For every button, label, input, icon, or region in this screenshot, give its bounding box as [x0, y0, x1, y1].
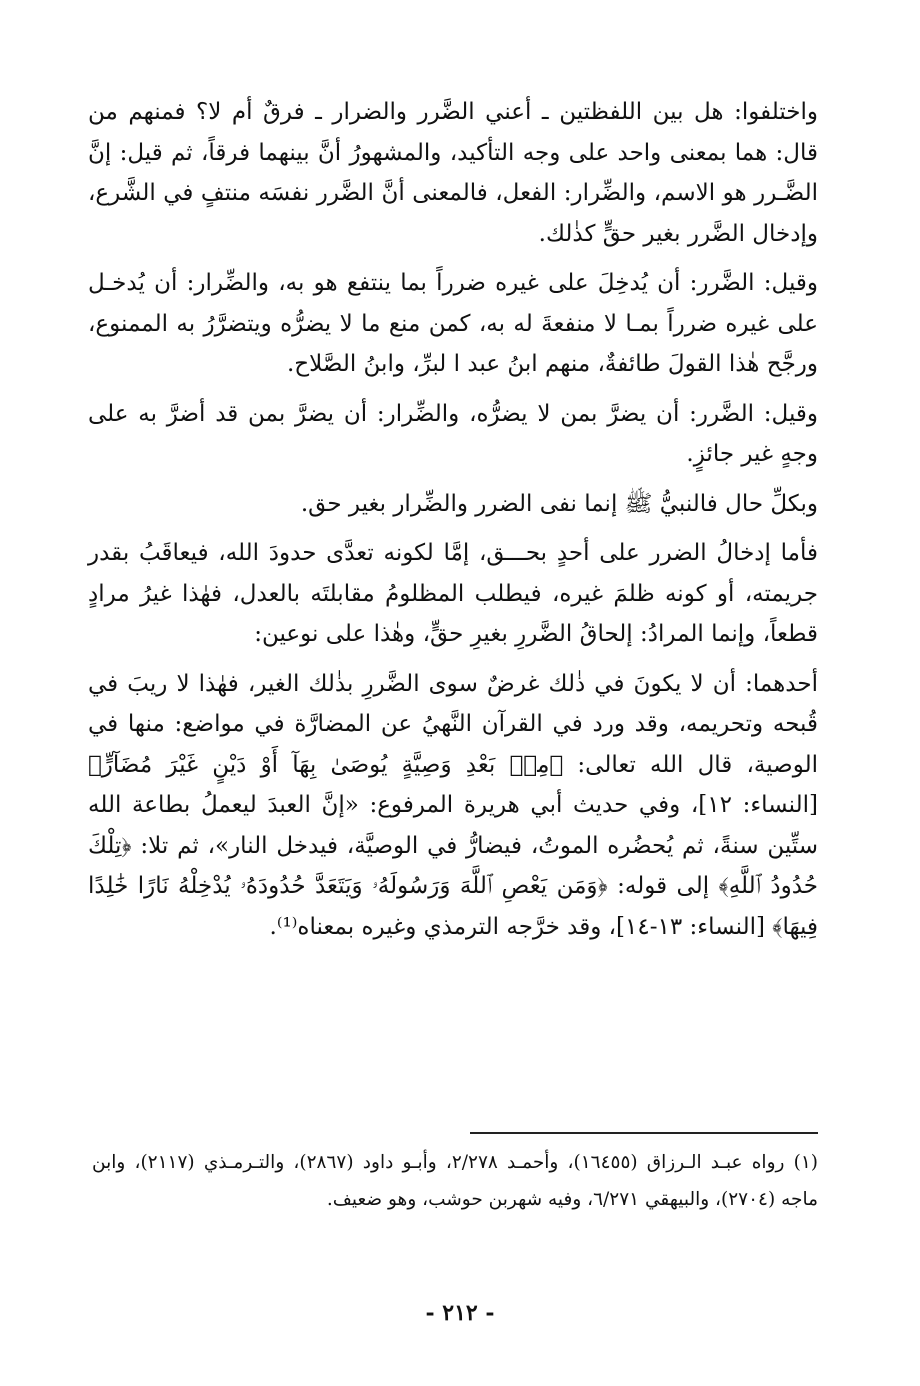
main-text — [88, 92, 818, 947]
footnote: (١) رواه عبـد الـرزاق (١٦٤٥٥)، وأحمـد ٢/٢٧٨، وأبـو داود (٢٨٦٧)، والتـرمـذي (٢١١٧)، وابن ماجه (٢٧٠٤)، والبيهقي ٦/٢٧١، وفيه شهربن حوشب، وهو ضعيف. — [92, 1152, 818, 1210]
footnote-divider — [470, 1132, 818, 1134]
paragraph-difference: واختلفوا: هل بين اللفظتين ـ أعني الضَّرر والضرار ـ فرقٌ أم لا؟ فمنهم من قال: هما بمعنى واحد على وجه التأكيد، والمشهورُ أنَّ بينهما فرقاً، ثم قيل: إنَّ الضَّـرر هو الاسم، والضِّرار: الفعل، فالمعنى أنَّ الضَّرر نفسَه منتفٍ في الشَّرع، وإدخال الضَّرر بغير حقٍّ كذٰلك. — [88, 99, 819, 247]
paragraph-second-opinion: وقيل: الضَّرر: أن يضرَّ بمن لا يضرُّه، والضِّرار: أن يضرَّ بمن قد أضرَّ به على وجهٍ غير جائزٍ. — [88, 400, 818, 467]
paragraph-prophet: وبكلِّ حال فالنبيُّ ﷺ إنما نفى الضرر والضِّرار بغير حق. — [300, 490, 818, 517]
paragraph-first-opinion: وقيل: الضَّرر: أن يُدخِلَ على غيره ضرراً بما ينتفع هو به، والضِّرار: أن يُدخـل على غيره ضرراً بمـا لا منفعةَ له به، كمن منع ما لا يضرُّه ويتضرَّرُ به الممنوع، ورجَّح هٰذا القولَ طائفةٌ، منهم ابنُ عبد ا لبرِّ، وابنُ الصَّلاح. — [88, 270, 818, 377]
paragraph-first-type: أحدهما: أن لا يكونَ في ذٰلك غرضٌ سوى الضَّررِ بذٰلك الغير، فهٰذا لا ريبَ في قُبحه وتحريمه، وقد ورد في القرآن النَّهيُ عن المضارَّة في مواضع: منها في الوصية، قال الله تعالى: ﴿مِنۢ بَعْدِ وَصِيَّةٍ يُوصَىٰ بِهَآ أَوْ دَيْنٍ غَيْرَ مُضَآرٍّ﴾ [النساء: ١٢]، وفي حديث أبي هريرة المرفوع: «إنَّ العبدَ ليعملُ بطاعة الله ستِّين سنةً، ثم يُحضُره الموتُ، فيضارُّ في الوصيَّة، فيدخل النار»، ثم تلا: ﴿تِلْكَ حُدُودُ ٱللَّهِ﴾ إلى قوله: ﴿وَمَن يَعْصِ ٱللَّهَ وَرَسُولَهُۥ وَيَتَعَدَّ حُدُودَهُۥ يُدْخِلْهُ نَارًا خَٰلِدًا فِيهَا﴾ [النساء: ١٣-١٤]، وقد خرَّجه الترمذي وغيره بمعناه⁽¹⁾. — [88, 670, 818, 940]
paragraph-harm-by-right: فأما إدخالُ الضرر على أحدٍ بحـــق، إمَّا لكونه تعدَّى حدودَ الله، فيعاقَبُ بقدر جريمته، أو كونه ظلمَ غيره، فيطلب المظلومُ مقابلتَه بالعدل، فهٰذا غيرُ مرادٍ قطعاً، وإنما المرادُ: إلحاقُ الضَّررِ بغيرِ حقٍّ، وهٰذا على نوعين: — [88, 540, 818, 647]
page-number: - ٢١٢ - — [425, 1300, 495, 1326]
